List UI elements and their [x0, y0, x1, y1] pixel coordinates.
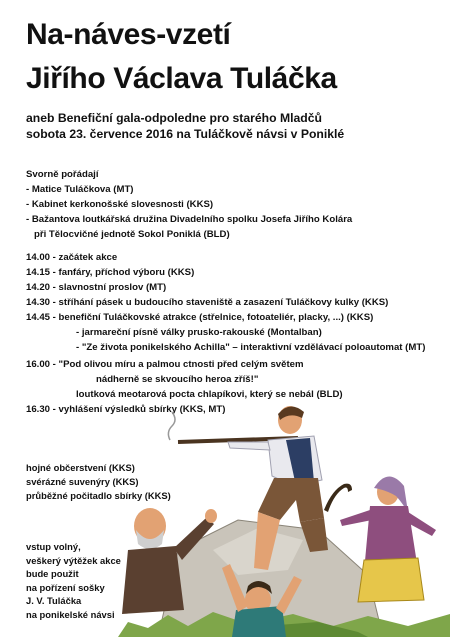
schedule-block — [26, 250, 425, 355]
schedule-item: 14.45 - benefiční Tuláčkovské atrakce (střelnice, fotoateliér, placky, ...) (KKS) — [26, 312, 374, 323]
schedule-item: 14.30 - stříhání pásek u budoucího staveniště a zasazení Tuláčkovy kulky (KKS) — [26, 297, 389, 308]
schedule-item: 16.00 - "Pod olivou míru a palmou ctnosti před celým světem — [26, 359, 304, 370]
entry-line: na ponikelské návsi — [26, 608, 115, 620]
schedule-item: 16.30 - vyhlášení výsledků sbírky (KKS, MT) — [26, 404, 226, 415]
amenity-item: průběžné počitadlo sbírky (KKS) — [26, 489, 171, 501]
organizer-item: - Bažantova loutkářská družina Divadelního spolku Josefa Jiřího Kolára — [26, 214, 353, 225]
schedule-item: 14.20 - slavnostní proslov (MT) — [26, 282, 167, 293]
page-title-line-1: Na-náves-vzetí — [26, 18, 231, 51]
organizers-block — [26, 167, 352, 242]
schedule-item-continuation: loutková meotarová pocta chlapíkovi, který se nebál (BLD) — [76, 389, 343, 400]
organizer-item: - Kabinet kerkonošské slovesnosti (KKS) — [26, 199, 214, 210]
subtitle-line-2: sobota 23. července 2016 na Tuláčkově návsi v Poniklé — [26, 127, 345, 141]
festival-illustration — [118, 400, 450, 637]
arm-shape — [228, 442, 270, 450]
organizers-heading: Svorně pořádají — [26, 169, 99, 180]
entry-line: vstup volný, — [26, 541, 81, 552]
skirt-shape — [358, 558, 424, 602]
schedule-item: 14.00 - začátek akce — [26, 252, 118, 263]
amenity-item: svérázné suvenýry (KKS) — [26, 475, 139, 487]
schedule-subitem: - "Ze života ponikelského Achilla" – interaktivní vzdělávací poloautomat (MT) — [76, 342, 426, 353]
jacket-shape — [122, 546, 184, 614]
smoke-icon — [168, 412, 175, 440]
cane-shape — [324, 484, 352, 512]
organizer-item: - Matice Tuláčkova (MT) — [26, 184, 134, 195]
schedule-item: 14.15 - fanfáry, příchod výboru (KKS) — [26, 267, 195, 278]
entry-line: na pořízení sošky — [26, 581, 105, 593]
page-title-line-2: Jiřího Václava Tuláčka — [26, 62, 337, 95]
amenity-item: hojné občerstvení (KKS) — [26, 462, 135, 473]
entry-note — [26, 540, 121, 621]
entry-line: veškerý výtěžek akce — [26, 554, 121, 566]
schedule-item-continuation: nádherně se skvoucího heroa zříš!" — [96, 374, 259, 385]
schedule-subitem: - jarmareční písně války prusko-rakouské (Montalban) — [76, 327, 322, 338]
hand-shape — [205, 509, 217, 523]
trousers-shape — [258, 478, 324, 522]
entry-line: J. V. Tuláčka — [26, 595, 82, 606]
organizer-item-continuation: při Tělocvičné jednotě Sokol Poniklá (BLD) — [34, 229, 230, 240]
arm-shape — [340, 510, 372, 526]
entry-line: bude použit — [26, 568, 79, 579]
subtitle-line-1: aneb Benefiční gala-odpoledne pro starého Mladčů — [26, 111, 322, 125]
